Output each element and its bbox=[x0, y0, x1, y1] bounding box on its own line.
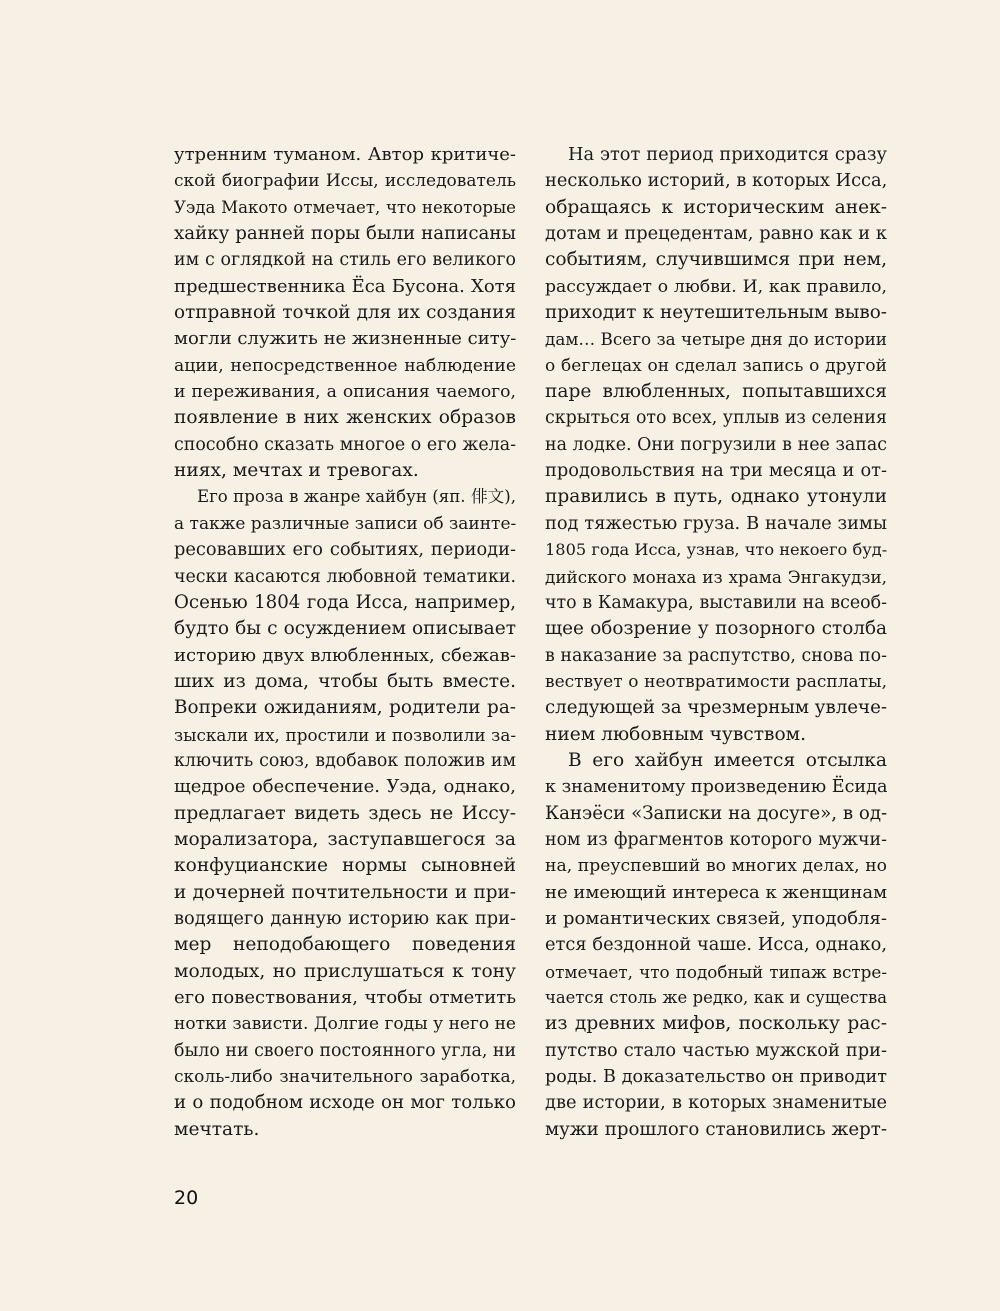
text-line: зыскали их, простили и позволили за- bbox=[174, 724, 516, 745]
text-line: хайку ранней поры были написаны bbox=[174, 223, 516, 245]
text-line: паре влюбленных, попытавшихся bbox=[545, 381, 887, 403]
text-line: ниях, мечтах и тревогах. bbox=[174, 460, 419, 482]
text-line: Осенью 1804 года Исса, например, bbox=[174, 591, 516, 613]
paragraph-start-line: В его хайбун имеется отсылка bbox=[568, 749, 887, 771]
text-line: 1805 года Исса, узнав, что некоего буд- bbox=[545, 540, 888, 560]
text-line: и дочерней почтительности и при- bbox=[174, 881, 516, 903]
text-line: правились в путь, однако утонули bbox=[545, 486, 887, 508]
text-line: под тяжестью груза. В начале зимы bbox=[545, 512, 887, 534]
text-line: способно сказать многое о его жела- bbox=[174, 434, 516, 455]
text-line: нотки зависти. Долгие годы у него не bbox=[174, 1014, 516, 1035]
text-line: о беглецах он сделал запись о другой bbox=[545, 355, 887, 376]
text-line: им с оглядкой на стиль его великого bbox=[174, 250, 516, 271]
text-line: дам… Всего за четыре дня до истории bbox=[545, 329, 887, 350]
text-line: чески касаются любовной тематики. bbox=[174, 566, 516, 587]
text-line: предшественника Ёса Бусона. Хотя bbox=[174, 275, 516, 297]
text-line: и о подобном исходе он мог только bbox=[174, 1092, 516, 1114]
text-line: ключить союз, вдобавок положив им bbox=[174, 750, 516, 771]
text-line: отмечает, что подобный типаж встре- bbox=[545, 961, 887, 982]
text-line: а также различные записи об заинте- bbox=[174, 513, 517, 534]
text-line: и романтических связей, уподобля- bbox=[545, 907, 887, 929]
text-line: Вопреки ожиданиям, родители ра- bbox=[174, 697, 516, 719]
text-line: продовольствия на три месяца и от- bbox=[545, 460, 887, 482]
text-line: конфуцианские нормы сыновней bbox=[174, 855, 516, 877]
text-line: не имеющий интереса к женщинам bbox=[545, 881, 888, 903]
text-line: Уэда Макото отмечает, что некоторые bbox=[174, 197, 516, 217]
text-line: водящего данную историю как при- bbox=[174, 907, 516, 929]
text-line: ации, непосредственное наблюдение bbox=[174, 355, 516, 376]
text-line: скрыться ото всех, уплыв из селения bbox=[545, 408, 887, 429]
text-line: и переживания, а описания чаемого, bbox=[174, 382, 516, 403]
text-line: в наказание за распутство, снова по- bbox=[545, 645, 887, 666]
text-line: роды. В доказательство он приводит bbox=[545, 1067, 887, 1088]
text-line: обращаясь к историческим анек- bbox=[545, 196, 887, 218]
text-line: историю двух влюбленных, сбежав- bbox=[174, 644, 516, 666]
text-line: дийского монаха из храма Энгакудзи, bbox=[545, 566, 887, 587]
text-line: ших из дома, чтобы быть вместе. bbox=[174, 670, 516, 692]
text-line: две истории, в которых знаменитые bbox=[545, 1092, 887, 1114]
text-line: появление в них женских образов bbox=[174, 407, 516, 429]
text-line: рассуждает о любви. И, как правило, bbox=[545, 276, 887, 297]
text-line: ской биографии Иссы, исследователь bbox=[174, 171, 516, 192]
paragraph-start-line: Его проза в жанре хайбун (яп. 俳文), bbox=[197, 487, 516, 507]
text-line: ресовавших его событиях, периоди- bbox=[174, 539, 516, 561]
text-line: было ни своего постоянного угла, ни bbox=[174, 1040, 517, 1061]
text-line: чается столь же редко, как и существа bbox=[545, 988, 887, 1007]
text-line: вествует о неотвратимости расплаты, bbox=[545, 671, 887, 692]
text-line: морализатора, заступавшегося за bbox=[174, 828, 516, 850]
text-line: к знаменитому произведению Ёсида bbox=[545, 777, 888, 798]
paragraph-start-line: На этот период приходится сразу bbox=[568, 144, 887, 165]
text-line: предлагает видеть здесь не Иссу- bbox=[174, 802, 516, 824]
text-line: ется бездонной чаше. Исса, однако, bbox=[545, 934, 887, 956]
text-line: мер неподобающего поведения bbox=[174, 934, 516, 956]
text-line: мечтать. bbox=[174, 1118, 260, 1140]
text-line: несколько историй, в которых Исса, bbox=[545, 170, 888, 192]
text-line: его повествования, чтобы отметить bbox=[174, 987, 516, 1008]
text-line: на лодке. Они погрузили в нее запас bbox=[545, 434, 887, 455]
text-line: утренним туманом. Автор критиче- bbox=[174, 144, 516, 165]
text-line: приходит к неутешительным выво- bbox=[545, 302, 887, 324]
page-number: 20 bbox=[174, 1187, 199, 1209]
text-line: щедрое обеспечение. Уэда, однако, bbox=[174, 776, 516, 798]
text-line: Канэёси «Записки на досуге», в од- bbox=[545, 802, 888, 824]
text-line: из древних мифов, поскольку рас- bbox=[545, 1013, 887, 1035]
text-line: нием любовным чувством. bbox=[545, 723, 807, 745]
text-line: мужи прошлого становились жерт- bbox=[545, 1118, 887, 1140]
text-line: щее обозрение у позорного столба bbox=[545, 618, 887, 640]
text-line: дотам и прецедентам, равно как и к bbox=[545, 223, 887, 245]
right-text-column bbox=[545, 142, 887, 1143]
text-line: на, преуспевший во многих делах, но bbox=[545, 856, 887, 877]
text-line: могли служить не жизненные ситу- bbox=[174, 328, 517, 350]
text-line: ном из фрагментов которого мужчи- bbox=[545, 829, 887, 850]
text-line: отправной точкой для их создания bbox=[174, 302, 516, 324]
text-line: молодых, но прислушаться к тону bbox=[174, 960, 516, 982]
text-line: будто бы с осуждением описывает bbox=[174, 618, 516, 640]
text-line: следующей за чрезмерным увлече- bbox=[545, 697, 887, 719]
text-line: сколь-либо значительного заработка, bbox=[174, 1067, 516, 1088]
text-line: что в Камакура, выставили на всеоб- bbox=[545, 592, 887, 613]
left-text-column bbox=[174, 142, 516, 1143]
text-line: событиям, случившимся при нем, bbox=[545, 249, 887, 271]
text-line: путство стало частью мужской при- bbox=[545, 1039, 887, 1061]
